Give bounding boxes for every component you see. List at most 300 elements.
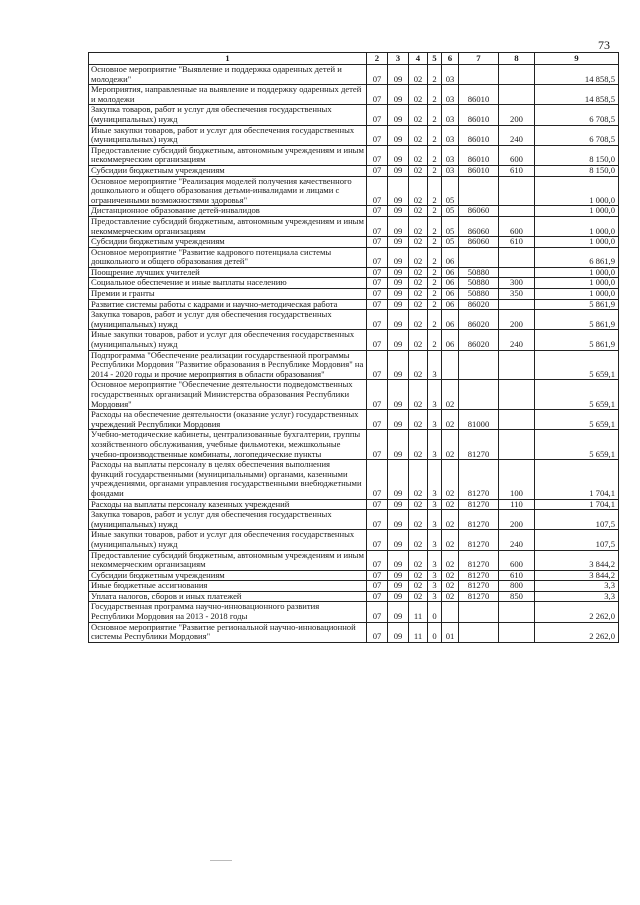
row-code-cell: 2 <box>428 330 442 350</box>
row-code-cell: 07 <box>367 85 388 105</box>
row-code-cell: 02 <box>409 499 428 510</box>
row-code-cell <box>499 299 535 310</box>
row-code-cell: 11 <box>409 602 428 622</box>
row-name-cell: Поощрение лучших учителей <box>89 267 367 278</box>
row-code-cell <box>459 380 499 410</box>
row-name-cell: Предоставление субсидий бюджетным, автономным учреждениям и иным некоммерческим организациям <box>89 550 367 570</box>
row-code-cell: 81270 <box>459 499 499 510</box>
row-code-cell: 02 <box>409 330 428 350</box>
row-amount-cell: 5 659,1 <box>535 350 619 380</box>
row-code-cell: 86060 <box>459 237 499 248</box>
row-code-cell: 02 <box>409 278 428 289</box>
row-code-cell: 81270 <box>459 581 499 592</box>
row-code-cell: 2 <box>428 237 442 248</box>
row-code-cell: 06 <box>442 278 459 289</box>
row-code-cell: 07 <box>367 581 388 592</box>
row-name-cell: Предоставление субсидий бюджетным, автономным учреждениям и иным некоммерческим организациям <box>89 216 367 236</box>
table-row <box>89 581 619 592</box>
row-code-cell <box>442 350 459 380</box>
row-code-cell: 02 <box>409 267 428 278</box>
row-code-cell: 81270 <box>459 550 499 570</box>
row-code-cell: 05 <box>442 237 459 248</box>
row-code-cell: 81270 <box>459 460 499 499</box>
row-code-cell <box>459 350 499 380</box>
table-row <box>89 510 619 530</box>
row-code-cell: 02 <box>409 176 428 206</box>
row-code-cell: 07 <box>367 237 388 248</box>
row-code-cell: 02 <box>409 410 428 430</box>
row-amount-cell: 8 150,0 <box>535 165 619 176</box>
row-code-cell: 2 <box>428 65 442 85</box>
row-name-cell: Основное мероприятие "Реализация моделей получения качественного дошкольного и общего образования детьми-инвалидами и лицами с ограниченными возможностями здоровья" <box>89 176 367 206</box>
row-code-cell: 07 <box>367 216 388 236</box>
row-code-cell: 07 <box>367 65 388 85</box>
row-code-cell: 09 <box>388 299 409 310</box>
row-amount-cell: 3 844,2 <box>535 550 619 570</box>
row-code-cell: 2 <box>428 85 442 105</box>
row-code-cell: 02 <box>409 581 428 592</box>
table-row <box>89 622 619 642</box>
row-code-cell: 3 <box>428 430 442 460</box>
row-code-cell: 86060 <box>459 206 499 217</box>
row-code-cell: 610 <box>499 165 535 176</box>
row-code-cell: 2 <box>428 267 442 278</box>
row-name-cell: Государственная программа научно-инновационного развития Республики Мордовия на 2013 - 2018 годы <box>89 602 367 622</box>
table-row <box>89 410 619 430</box>
row-code-cell: 02 <box>409 299 428 310</box>
row-code-cell: 09 <box>388 237 409 248</box>
row-amount-cell: 6 708,5 <box>535 105 619 125</box>
row-code-cell: 50880 <box>459 278 499 289</box>
row-code-cell: 09 <box>388 460 409 499</box>
table-row <box>89 125 619 145</box>
table-row <box>89 165 619 176</box>
row-code-cell: 02 <box>409 65 428 85</box>
row-code-cell: 350 <box>499 289 535 300</box>
row-code-cell: 07 <box>367 570 388 581</box>
row-code-cell: 07 <box>367 510 388 530</box>
row-code-cell: 86010 <box>459 145 499 165</box>
row-name-cell: Уплата налогов, сборов и иных платежей <box>89 591 367 602</box>
row-code-cell: 3 <box>428 591 442 602</box>
row-code-cell: 07 <box>367 310 388 330</box>
row-code-cell: 06 <box>442 267 459 278</box>
row-code-cell: 0 <box>428 602 442 622</box>
row-code-cell: 3 <box>428 350 442 380</box>
row-code-cell: 09 <box>388 499 409 510</box>
row-code-cell: 81270 <box>459 530 499 550</box>
header-cell: 2 <box>367 53 388 65</box>
row-code-cell: 3 <box>428 460 442 499</box>
row-name-cell: Субсидии бюджетным учреждениям <box>89 237 367 248</box>
row-code-cell <box>442 602 459 622</box>
table-row <box>89 591 619 602</box>
row-code-cell: 05 <box>442 176 459 206</box>
table-row <box>89 380 619 410</box>
row-code-cell <box>459 65 499 85</box>
row-code-cell: 09 <box>388 267 409 278</box>
row-code-cell: 09 <box>388 310 409 330</box>
row-code-cell: 09 <box>388 380 409 410</box>
row-amount-cell: 1 000,0 <box>535 216 619 236</box>
row-code-cell: 02 <box>442 581 459 592</box>
row-code-cell: 05 <box>442 216 459 236</box>
row-name-cell: Основное мероприятие "Выявление и поддержка одаренных детей и молодежи" <box>89 65 367 85</box>
table-row <box>89 430 619 460</box>
table-row <box>89 602 619 622</box>
table-row <box>89 310 619 330</box>
row-code-cell: 02 <box>442 430 459 460</box>
row-code-cell: 09 <box>388 247 409 267</box>
row-code-cell <box>459 176 499 206</box>
row-code-cell: 02 <box>409 145 428 165</box>
row-code-cell: 2 <box>428 247 442 267</box>
row-code-cell <box>499 267 535 278</box>
row-code-cell: 02 <box>409 247 428 267</box>
table-row <box>89 460 619 499</box>
row-code-cell: 3 <box>428 550 442 570</box>
table-row <box>89 499 619 510</box>
row-code-cell: 07 <box>367 410 388 430</box>
row-code-cell: 09 <box>388 125 409 145</box>
row-amount-cell: 1 000,0 <box>535 237 619 248</box>
header-cell: 3 <box>388 53 409 65</box>
row-code-cell: 86010 <box>459 105 499 125</box>
row-code-cell: 100 <box>499 460 535 499</box>
row-code-cell: 07 <box>367 247 388 267</box>
row-code-cell: 3 <box>428 570 442 581</box>
header-cell: 6 <box>442 53 459 65</box>
header-cell: 8 <box>499 53 535 65</box>
page-number: 73 <box>598 38 610 52</box>
table-row <box>89 530 619 550</box>
row-amount-cell: 14 858,5 <box>535 85 619 105</box>
row-code-cell: 02 <box>409 85 428 105</box>
row-code-cell: 3 <box>428 530 442 550</box>
budget-table <box>88 52 619 643</box>
row-code-cell: 02 <box>409 530 428 550</box>
row-code-cell: 06 <box>442 299 459 310</box>
header-cell: 9 <box>535 53 619 65</box>
row-code-cell: 09 <box>388 622 409 642</box>
row-amount-cell: 2 262,0 <box>535 622 619 642</box>
row-code-cell <box>499 85 535 105</box>
row-code-cell: 07 <box>367 350 388 380</box>
row-name-cell: Основное мероприятие "Развитие кадрового потенциала системы дошкольного и общего образования детей" <box>89 247 367 267</box>
row-code-cell: 09 <box>388 65 409 85</box>
row-code-cell: 2 <box>428 289 442 300</box>
row-amount-cell: 1 000,0 <box>535 278 619 289</box>
row-code-cell: 03 <box>442 65 459 85</box>
row-name-cell: Развитие системы работы с кадрами и научно-методическая работа <box>89 299 367 310</box>
row-code-cell: 02 <box>409 206 428 217</box>
row-code-cell: 240 <box>499 530 535 550</box>
row-code-cell: 09 <box>388 602 409 622</box>
row-code-cell: 09 <box>388 216 409 236</box>
row-code-cell <box>499 622 535 642</box>
row-code-cell: 03 <box>442 105 459 125</box>
row-amount-cell: 1 704,1 <box>535 460 619 499</box>
table-row <box>89 289 619 300</box>
row-amount-cell: 6 861,9 <box>535 247 619 267</box>
row-code-cell: 07 <box>367 530 388 550</box>
row-amount-cell: 1 000,0 <box>535 206 619 217</box>
row-code-cell: 610 <box>499 570 535 581</box>
row-name-cell: Подпрограмма "Обеспечение реализации государственной программы Республики Мордовия "Развитие образования в Республике Мордовия" на 2014 - 2020 годы и прочие мероприятия в области образования" <box>89 350 367 380</box>
row-code-cell: 09 <box>388 289 409 300</box>
table-row <box>89 65 619 85</box>
row-code-cell: 50880 <box>459 267 499 278</box>
row-code-cell: 2 <box>428 299 442 310</box>
row-code-cell: 2 <box>428 145 442 165</box>
row-code-cell: 09 <box>388 570 409 581</box>
row-name-cell: Субсидии бюджетным учреждениям <box>89 165 367 176</box>
row-code-cell: 86010 <box>459 165 499 176</box>
table-row <box>89 278 619 289</box>
row-code-cell: 07 <box>367 176 388 206</box>
row-name-cell: Иные закупки товаров, работ и услуг для обеспечения государственных (муниципальных) нужд <box>89 125 367 145</box>
row-code-cell: 09 <box>388 165 409 176</box>
row-name-cell: Социальное обеспечение и иные выплаты населению <box>89 278 367 289</box>
row-name-cell: Учебно-методические кабинеты, централизованные бухгалтерии, группы хозяйственного обслуживания, учебные фильмотеки, межшкольные учебно-производственные комбинаты, логопедические пункты <box>89 430 367 460</box>
row-code-cell: 07 <box>367 125 388 145</box>
row-code-cell: 3 <box>428 380 442 410</box>
row-name-cell: Иные закупки товаров, работ и услуг для обеспечения государственных (муниципальных) нужд <box>89 530 367 550</box>
row-code-cell: 09 <box>388 145 409 165</box>
row-code-cell: 3 <box>428 510 442 530</box>
row-code-cell: 06 <box>442 289 459 300</box>
row-code-cell: 07 <box>367 278 388 289</box>
row-code-cell: 09 <box>388 581 409 592</box>
row-name-cell: Расходы на выплаты персоналу казенных учреждений <box>89 499 367 510</box>
row-code-cell: 02 <box>409 591 428 602</box>
row-amount-cell: 5 861,9 <box>535 330 619 350</box>
row-code-cell: 09 <box>388 85 409 105</box>
header-cell: 5 <box>428 53 442 65</box>
header-row <box>89 53 619 65</box>
row-code-cell: 09 <box>388 430 409 460</box>
row-code-cell: 02 <box>442 380 459 410</box>
row-name-cell: Расходы на выплаты персоналу в целях обеспечения выполнения функций государственными (муниципальными) органами, казенными учреждениями, органами управления государственными внебюджетными фондами <box>89 460 367 499</box>
row-code-cell: 02 <box>442 530 459 550</box>
row-code-cell: 02 <box>442 550 459 570</box>
row-code-cell: 09 <box>388 278 409 289</box>
row-code-cell: 02 <box>409 350 428 380</box>
row-code-cell <box>459 622 499 642</box>
row-code-cell: 02 <box>409 510 428 530</box>
row-amount-cell: 6 708,5 <box>535 125 619 145</box>
table-row <box>89 105 619 125</box>
row-code-cell: 86020 <box>459 330 499 350</box>
row-code-cell: 240 <box>499 330 535 350</box>
row-code-cell: 09 <box>388 410 409 430</box>
row-amount-cell: 5 861,9 <box>535 299 619 310</box>
row-code-cell: 07 <box>367 145 388 165</box>
row-code-cell: 07 <box>367 622 388 642</box>
row-code-cell: 02 <box>442 570 459 581</box>
row-code-cell: 2 <box>428 165 442 176</box>
row-code-cell: 07 <box>367 550 388 570</box>
table-row <box>89 299 619 310</box>
row-name-cell: Основное мероприятие "Развитие региональной научно-инновационной системы Республики Мордовия" <box>89 622 367 642</box>
row-code-cell: 09 <box>388 176 409 206</box>
row-amount-cell: 1 704,1 <box>535 499 619 510</box>
row-code-cell: 07 <box>367 206 388 217</box>
row-amount-cell: 3,3 <box>535 581 619 592</box>
row-code-cell: 2 <box>428 105 442 125</box>
row-amount-cell: 14 858,5 <box>535 65 619 85</box>
row-code-cell: 02 <box>442 410 459 430</box>
row-code-cell <box>499 176 535 206</box>
row-code-cell: 3 <box>428 581 442 592</box>
row-name-cell: Дистанционное образование детей-инвалидов <box>89 206 367 217</box>
row-code-cell: 07 <box>367 380 388 410</box>
row-code-cell: 09 <box>388 550 409 570</box>
row-amount-cell: 1 000,0 <box>535 176 619 206</box>
row-amount-cell: 5 659,1 <box>535 380 619 410</box>
table-body <box>89 65 619 643</box>
row-code-cell <box>499 410 535 430</box>
table-row <box>89 216 619 236</box>
row-code-cell <box>499 602 535 622</box>
row-code-cell: 02 <box>442 460 459 499</box>
row-code-cell: 03 <box>442 85 459 105</box>
row-code-cell: 09 <box>388 591 409 602</box>
row-code-cell: 2 <box>428 125 442 145</box>
row-code-cell: 02 <box>409 237 428 248</box>
table-row <box>89 247 619 267</box>
row-code-cell: 02 <box>409 460 428 499</box>
row-name-cell: Расходы на обеспечение деятельности (оказание услуг) государственных учреждений Республики Мордовия <box>89 410 367 430</box>
row-code-cell: 09 <box>388 510 409 530</box>
row-name-cell: Закупка товаров, работ и услуг для обеспечения государственных (муниципальных) нужд <box>89 105 367 125</box>
row-code-cell: 02 <box>442 499 459 510</box>
row-code-cell: 02 <box>409 570 428 581</box>
row-code-cell: 800 <box>499 581 535 592</box>
row-name-cell: Премии и гранты <box>89 289 367 300</box>
row-name-cell: Основное мероприятие "Обеспечение деятельности подведомственных государственных организаций Министерства образования Республики Мордовия" <box>89 380 367 410</box>
row-code-cell: 07 <box>367 460 388 499</box>
row-code-cell: 81270 <box>459 591 499 602</box>
row-code-cell: 03 <box>442 165 459 176</box>
table-row <box>89 206 619 217</box>
row-code-cell: 81270 <box>459 570 499 581</box>
table-row <box>89 550 619 570</box>
row-name-cell: Иные бюджетные ассигнования <box>89 581 367 592</box>
header-cell: 7 <box>459 53 499 65</box>
row-code-cell: 02 <box>409 105 428 125</box>
row-code-cell: 86010 <box>459 85 499 105</box>
row-code-cell <box>499 65 535 85</box>
row-code-cell: 02 <box>409 289 428 300</box>
row-code-cell: 11 <box>409 622 428 642</box>
row-name-cell: Предоставление субсидий бюджетным, автономным учреждениям и иным некоммерческим организациям <box>89 145 367 165</box>
row-amount-cell: 3,3 <box>535 591 619 602</box>
table-row <box>89 350 619 380</box>
row-code-cell: 06 <box>442 330 459 350</box>
row-amount-cell: 1 000,0 <box>535 289 619 300</box>
row-amount-cell: 5 861,9 <box>535 310 619 330</box>
row-code-cell: 600 <box>499 145 535 165</box>
row-amount-cell: 5 659,1 <box>535 430 619 460</box>
row-code-cell: 86060 <box>459 216 499 236</box>
row-code-cell: 02 <box>442 591 459 602</box>
row-name-cell: Субсидии бюджетным учреждениям <box>89 570 367 581</box>
row-code-cell: 02 <box>409 380 428 410</box>
row-code-cell: 600 <box>499 550 535 570</box>
row-code-cell: 09 <box>388 530 409 550</box>
row-code-cell: 03 <box>442 125 459 145</box>
row-code-cell: 07 <box>367 330 388 350</box>
row-code-cell: 200 <box>499 105 535 125</box>
header-cell: 4 <box>409 53 428 65</box>
row-code-cell: 86020 <box>459 299 499 310</box>
table-row <box>89 237 619 248</box>
row-name-cell: Мероприятия, направленные на выявление и поддержку одаренных детей и молодежи <box>89 85 367 105</box>
row-code-cell: 07 <box>367 289 388 300</box>
row-amount-cell: 2 262,0 <box>535 602 619 622</box>
row-code-cell <box>459 247 499 267</box>
row-code-cell: 09 <box>388 105 409 125</box>
row-code-cell: 86020 <box>459 310 499 330</box>
row-code-cell: 110 <box>499 499 535 510</box>
row-code-cell: 3 <box>428 410 442 430</box>
row-amount-cell: 107,5 <box>535 530 619 550</box>
row-code-cell: 02 <box>409 430 428 460</box>
row-code-cell: 02 <box>409 125 428 145</box>
row-amount-cell: 8 150,0 <box>535 145 619 165</box>
row-code-cell: 07 <box>367 105 388 125</box>
row-code-cell: 09 <box>388 206 409 217</box>
row-code-cell: 240 <box>499 125 535 145</box>
row-code-cell: 01 <box>442 622 459 642</box>
row-code-cell: 200 <box>499 310 535 330</box>
row-code-cell: 09 <box>388 330 409 350</box>
page-mark <box>210 860 232 861</box>
row-code-cell: 2 <box>428 176 442 206</box>
row-code-cell: 2 <box>428 206 442 217</box>
row-code-cell: 2 <box>428 310 442 330</box>
row-code-cell: 05 <box>442 206 459 217</box>
row-code-cell <box>499 206 535 217</box>
row-code-cell: 86010 <box>459 125 499 145</box>
row-code-cell <box>459 602 499 622</box>
table-row <box>89 570 619 581</box>
row-code-cell: 07 <box>367 499 388 510</box>
row-amount-cell: 3 844,2 <box>535 570 619 581</box>
row-code-cell <box>499 350 535 380</box>
row-code-cell: 200 <box>499 510 535 530</box>
row-code-cell: 09 <box>388 350 409 380</box>
row-code-cell: 02 <box>442 510 459 530</box>
row-code-cell: 2 <box>428 278 442 289</box>
row-code-cell: 50880 <box>459 289 499 300</box>
row-code-cell <box>499 380 535 410</box>
row-code-cell: 600 <box>499 216 535 236</box>
row-code-cell: 610 <box>499 237 535 248</box>
row-code-cell: 07 <box>367 267 388 278</box>
row-code-cell: 07 <box>367 299 388 310</box>
table-row <box>89 330 619 350</box>
table-row <box>89 145 619 165</box>
row-code-cell: 07 <box>367 430 388 460</box>
row-code-cell: 02 <box>409 165 428 176</box>
row-code-cell: 02 <box>409 216 428 236</box>
table-row <box>89 85 619 105</box>
row-code-cell: 81000 <box>459 410 499 430</box>
row-code-cell: 850 <box>499 591 535 602</box>
header-cell: 1 <box>89 53 367 65</box>
